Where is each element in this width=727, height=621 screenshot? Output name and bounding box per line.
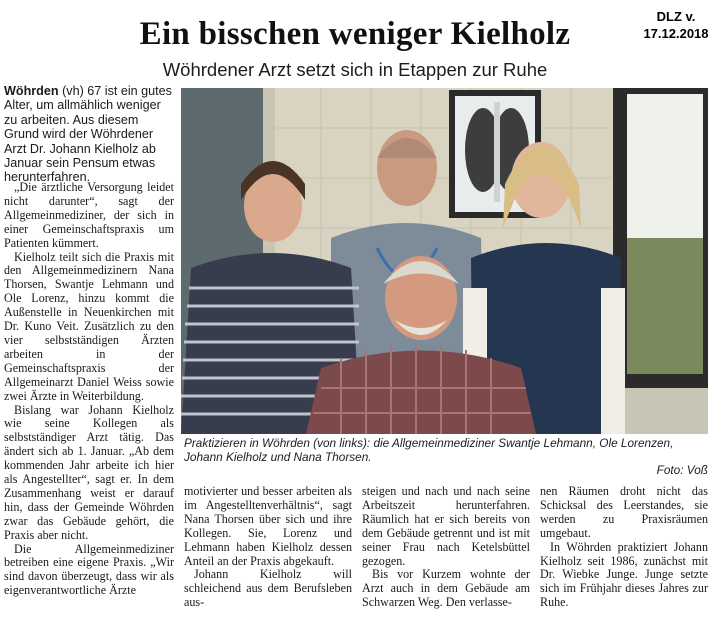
article-photo (181, 88, 708, 434)
col3-paragraph-1: steigen und nach und nach seine Arbeitszeit herunterfahren. Räumlich hat er sich bereits von dem Gebäude getrennt und ist mit seiner Frau nach Ketelsbüttel gezogen. (362, 484, 530, 568)
col1-paragraph-3: Bislang war Johann Kielholz wie seine Kollegen als selbstständiger Arzt tätig. Das ändert sich ab 1. Januar. „Ab dem kommenden Jahr arbeite ich hier als Angestellter“, sagt er. In dem Zusammenhang weist er darauf hin, dass der Gemeinde Wöhrden zwar das Gebäude gehört, die Praxis aber nicht. (4, 402, 174, 542)
photo-caption (184, 437, 708, 478)
source-paper: DLZ v. (656, 9, 696, 24)
col4-paragraph-2: In Wöhrden praktiziert Johann Kielholz seit 1986, zunächst mit Dr. Wiebke Junge. Junge setzte sich im Frühjahr dieses Jahres zur Ruhe. (540, 539, 708, 610)
article-column-2 (184, 485, 352, 610)
headline: Ein bisschen weniger Kielholz (139, 16, 571, 52)
photo-credit: Foto: Voß (656, 463, 708, 478)
article-column-4 (540, 485, 708, 610)
col1-paragraph-4: Die Allgemeinmediziner betreiben eine eigene Praxis. „Wir sind davon überzeugt, dass wir als eigenverantwortliche Ärzte (4, 541, 174, 598)
source-note (630, 8, 722, 42)
lead-paragraph (4, 84, 174, 185)
caption-text: Praktizieren in Wöhrden (von links): die Allgemeinmediziner Swantje Lehmann, Ole Lorenzen, Johann Kielholz und Nana Thorsen. (184, 436, 674, 464)
col1-paragraph-2: Kielholz teilt sich die Praxis mit den Allgemeinmedizinern Nana Thorsen, Swantje Lehmann und Ole Lorenz, hinzu kommt die Außenstelle in Neuenkirchen mit Dr. Kuno Veit. Zusätzlich zu den vier selbstständigen Ärzten arbeiten in der Gemeinschaftspraxis der Allgemeinarzt Daniel Weiss sowie zwei Ärzte in Weiterbildung. (4, 249, 174, 403)
col3-paragraph-2: Bis vor Kurzem wohnte der Arzt auch in dem Gebäude am Schwarzen Weg. Den verlasse- (362, 567, 530, 610)
subheadline: Wöhrdener Arzt setzt sich in Etappen zur Ruhe (162, 59, 548, 80)
col2-paragraph-2: Johann Kielholz will schleichend aus dem Berufsleben aus- (184, 567, 352, 610)
article-column-1 (4, 181, 174, 598)
col1-paragraph-1: „Die ärztliche Versorgung leidet nicht darunter“, sagt der Allgemeinmediziner, der sich in einer Gemeinschaftspraxis um Patienten kümmert. (4, 180, 174, 250)
source-date: 17.12.2018 (643, 26, 709, 41)
lead-text: (vh) 67 ist ein gutes Alter, um allmählich weniger zu arbeiten. Aus diesem Grund wird der Wöhrdener Arzt Dr. Johann Kielholz ab Januar sein Pensum etwas herunterfahren. (4, 84, 172, 185)
col2-paragraph-1: motivierter und besser arbeiten als im Angestelltenverhältnis“, sagt Nana Thorsen über sich und ihre Kollegen. Sie, Lorenz und Lehmann haben Kielholz dessen Anteil an der Praxis abgekauft. (184, 484, 352, 568)
dateline: Wöhrden (4, 84, 59, 98)
photo-illustration (181, 88, 708, 434)
article-column-3 (362, 485, 530, 610)
col4-paragraph-1: nen Räumen droht nicht das Schicksal des Leerstandes, sie werden zu Praxisräumen umgebaut. (540, 484, 708, 540)
